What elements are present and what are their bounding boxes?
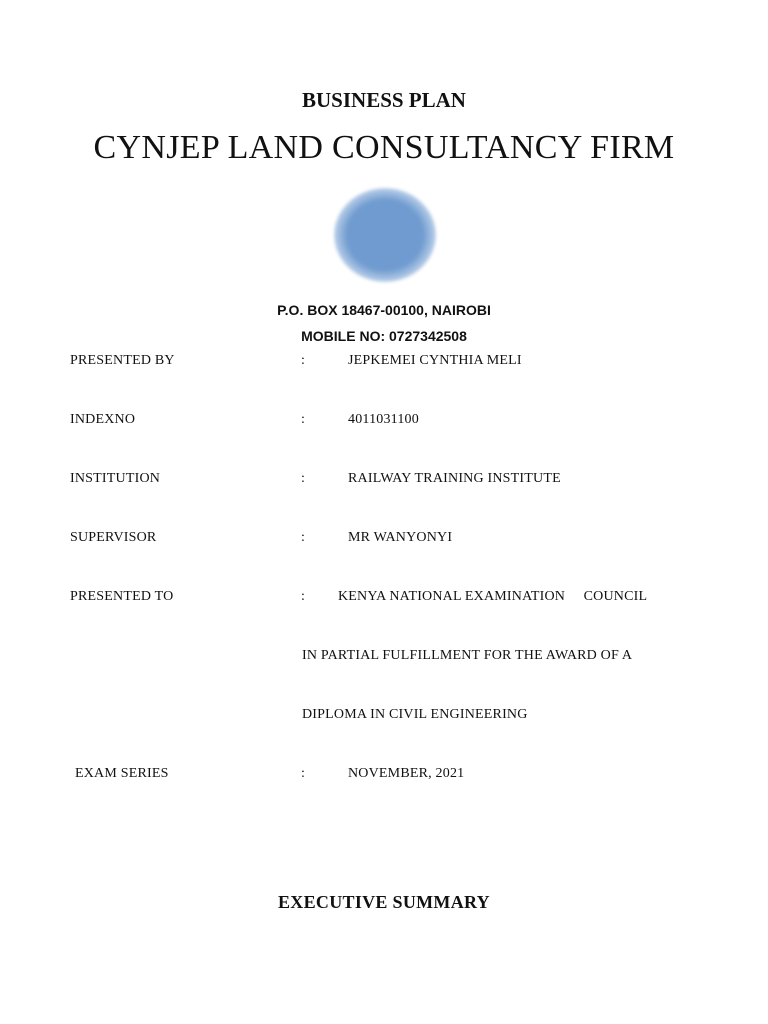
institution-value: RAILWAY TRAINING INSTITUTE bbox=[348, 471, 561, 486]
exam-series-value: NOVEMBER, 2021 bbox=[348, 766, 465, 781]
supervisor-value: MR WANYONYI bbox=[348, 530, 453, 545]
presented-by-label: PRESENTED BY bbox=[70, 353, 175, 368]
institution-colon: : bbox=[301, 471, 306, 486]
exam-series-colon: : bbox=[301, 766, 306, 781]
firm-logo bbox=[334, 188, 436, 282]
presented-to-colon: : bbox=[301, 589, 306, 604]
supervisor-colon: : bbox=[301, 530, 306, 545]
presented-to-line-3: DIPLOMA IN CIVIL ENGINEERING bbox=[302, 707, 528, 722]
firm-name-title: CYNJEP LAND CONSULTANCY FIRM bbox=[93, 129, 675, 166]
executive-summary-heading: EXECUTIVE SUMMARY bbox=[278, 892, 490, 912]
supervisor-label: SUPERVISOR bbox=[70, 530, 157, 545]
presented-to-label: PRESENTED TO bbox=[70, 589, 174, 604]
presented-by-value: JEPKEMEI CYNTHIA MELI bbox=[348, 353, 522, 368]
exam-series-label: EXAM SERIES bbox=[75, 766, 169, 781]
index-no-label: INDEXNO bbox=[70, 412, 136, 427]
institution-label: INSTITUTION bbox=[70, 471, 161, 486]
presented-to-line-2: IN PARTIAL FULFILLMENT FOR THE AWARD OF A bbox=[302, 648, 633, 663]
document-type-heading: BUSINESS PLAN bbox=[302, 88, 466, 112]
index-no-colon: : bbox=[301, 412, 306, 427]
presented-by-colon: : bbox=[301, 353, 306, 368]
po-box-address: P.O. BOX 18467-00100, NAIROBI bbox=[277, 302, 491, 318]
index-no-value: 4011031100 bbox=[348, 412, 419, 427]
presented-to-value: KENYA NATIONAL EXAMINATION COUNCIL bbox=[338, 589, 648, 604]
mobile-number: MOBILE NO: 0727342508 bbox=[301, 328, 467, 344]
